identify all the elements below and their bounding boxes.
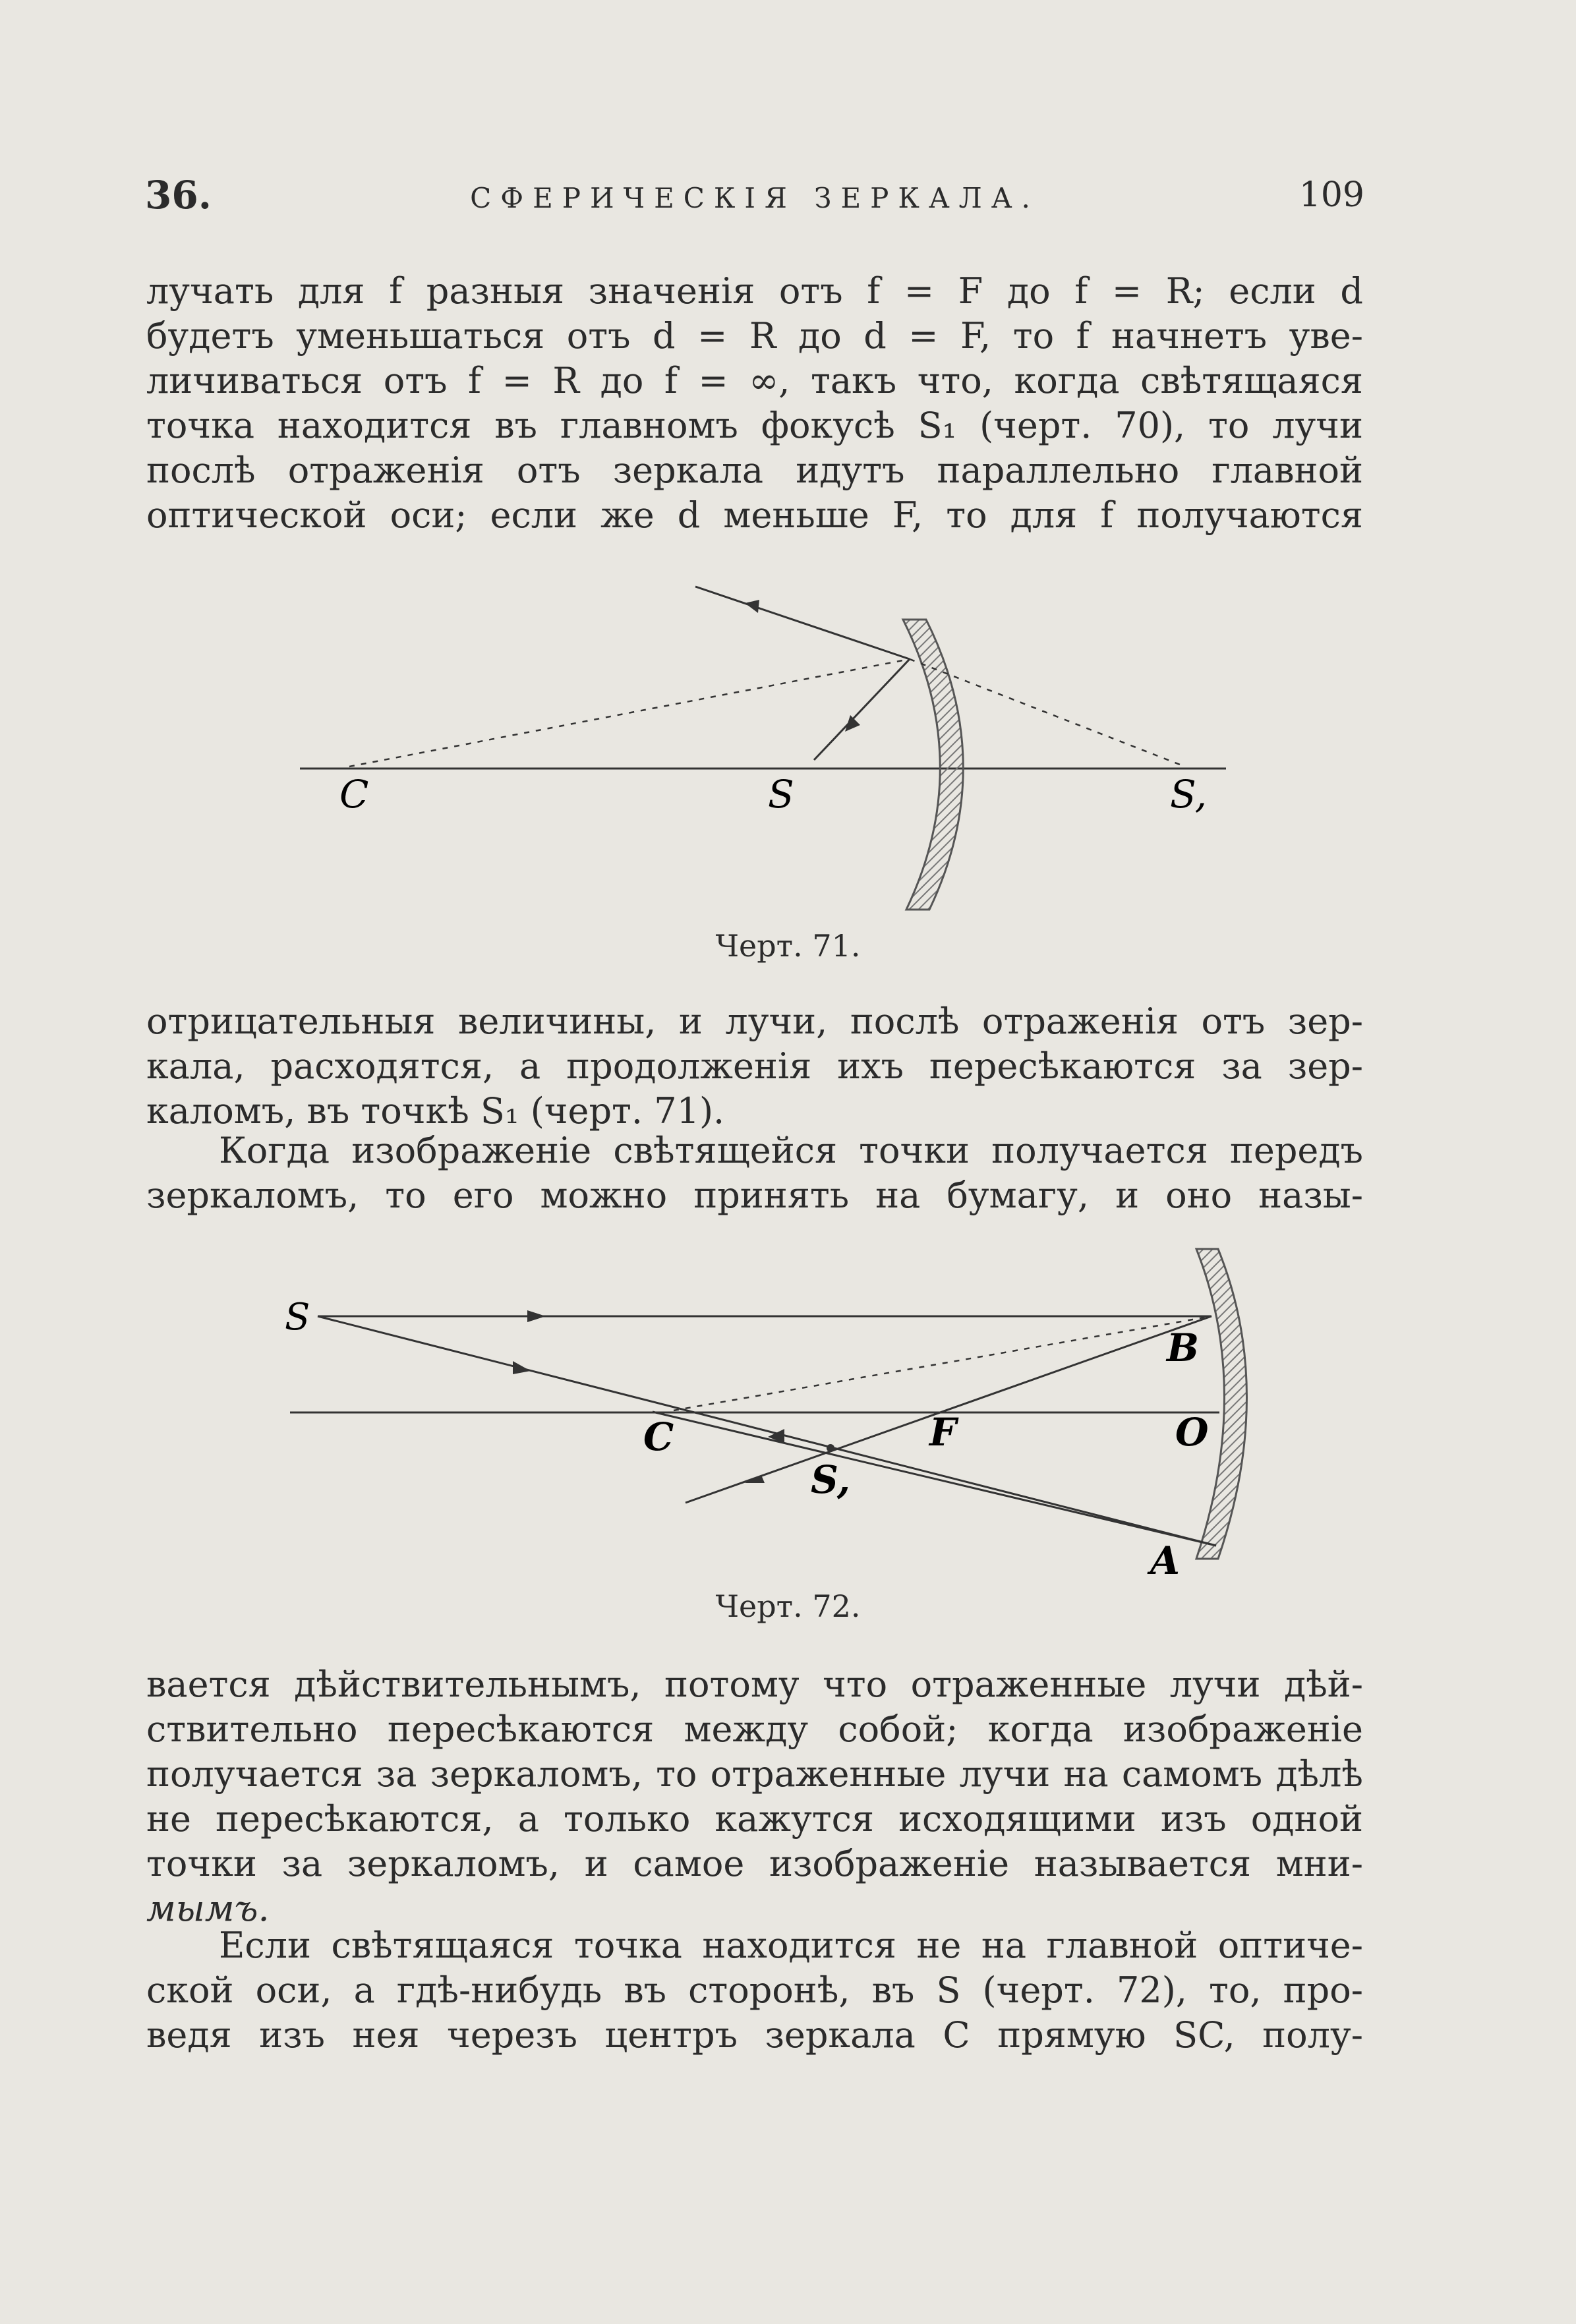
ray-arrow [513, 1361, 531, 1374]
figure-71-caption: Черт. 71. [715, 928, 861, 964]
text-line: будетъ уменьшаться отъ d = R до d = F, то f начнетъ уве- [146, 315, 1363, 357]
label-s: S [768, 772, 794, 817]
label-a: A [1150, 1538, 1181, 1583]
mirror [1196, 1249, 1247, 1559]
ray-through-center [318, 1316, 1216, 1546]
text-line: точки за зеркаломъ, и самое изображеніе называется мни- [146, 1843, 1363, 1884]
text-line: зеркаломъ, то его можно принять на бумагу, и оно назы- [146, 1175, 1363, 1216]
label-s: S [285, 1296, 310, 1339]
text-line: не пересѣкаются, а только кажутся исходящими изъ одной [146, 1798, 1363, 1840]
text-line: ведя изъ нея черезъ центръ зеркала C прямую SC, полу- [146, 2014, 1363, 2056]
label-b: B [1167, 1325, 1200, 1370]
text-line: вается дѣйствительнымъ, потому что отраженные лучи дѣй- [146, 1664, 1363, 1705]
text-line: каломъ, въ точкѣ S₁ (черт. 71). [146, 1090, 725, 1132]
figure-72-caption: Черт. 72. [715, 1588, 861, 1624]
text-line: мымъ. [146, 1888, 270, 1929]
text-line: лучать для f разныя значенія отъ f = F до f = R; если d [146, 270, 1363, 312]
ray-arrow [527, 1310, 546, 1322]
page-number: 109 [1299, 175, 1364, 215]
label-s1: S, [811, 1457, 851, 1502]
text-line: послѣ отраженія отъ зеркала идутъ параллельно главной [146, 450, 1363, 491]
text-line: получается за зеркаломъ, то отраженные лучи на самомъ дѣлѣ [146, 1753, 1363, 1795]
text-line: ствительно пересѣкаются между собой; когда изображеніе [146, 1708, 1363, 1750]
point-s1 [827, 1444, 834, 1452]
running-title: СФЕРИЧЕСКІЯ ЗЕРКАЛА. [470, 182, 1039, 214]
paragraph-4 [146, 1662, 1363, 1931]
text-line: Если свѣтящаяся точка находится не на главной оптиче- [219, 1925, 1363, 1966]
paragraph-5 [146, 1923, 1363, 2058]
dashed-line [674, 1316, 1211, 1410]
label-s1: S, [1170, 772, 1208, 817]
text-line: кала, расходятся, а продолженія ихъ пересѣкаются за зер- [146, 1045, 1363, 1087]
label-c: C [643, 1414, 674, 1459]
text-line: отрицательныя величины, и лучи, послѣ отраженія отъ зер- [146, 1001, 1363, 1042]
text-line: оптической оси; если же d меньше F, то для f получаются [146, 494, 1363, 536]
text-line: Когда изображеніе свѣтящейся точки получается передъ [219, 1130, 1363, 1171]
section-number: 36. [145, 173, 212, 218]
label-f: F [929, 1410, 957, 1455]
label-o: O [1175, 1410, 1209, 1455]
ray-arrow [745, 1475, 765, 1483]
label-c: C [339, 772, 369, 817]
text-line: точка находится въ главномъ фокусѣ S₁ (черт. 70), то лучи [146, 405, 1363, 446]
text-line: ской оси, а гдѣ-нибудь въ сторонѣ, въ S (черт. 72), то, про- [146, 1969, 1363, 2011]
text-line: личиваться отъ f = R до f = ∞, такъ что, когда свѣтящаяся [146, 360, 1363, 401]
